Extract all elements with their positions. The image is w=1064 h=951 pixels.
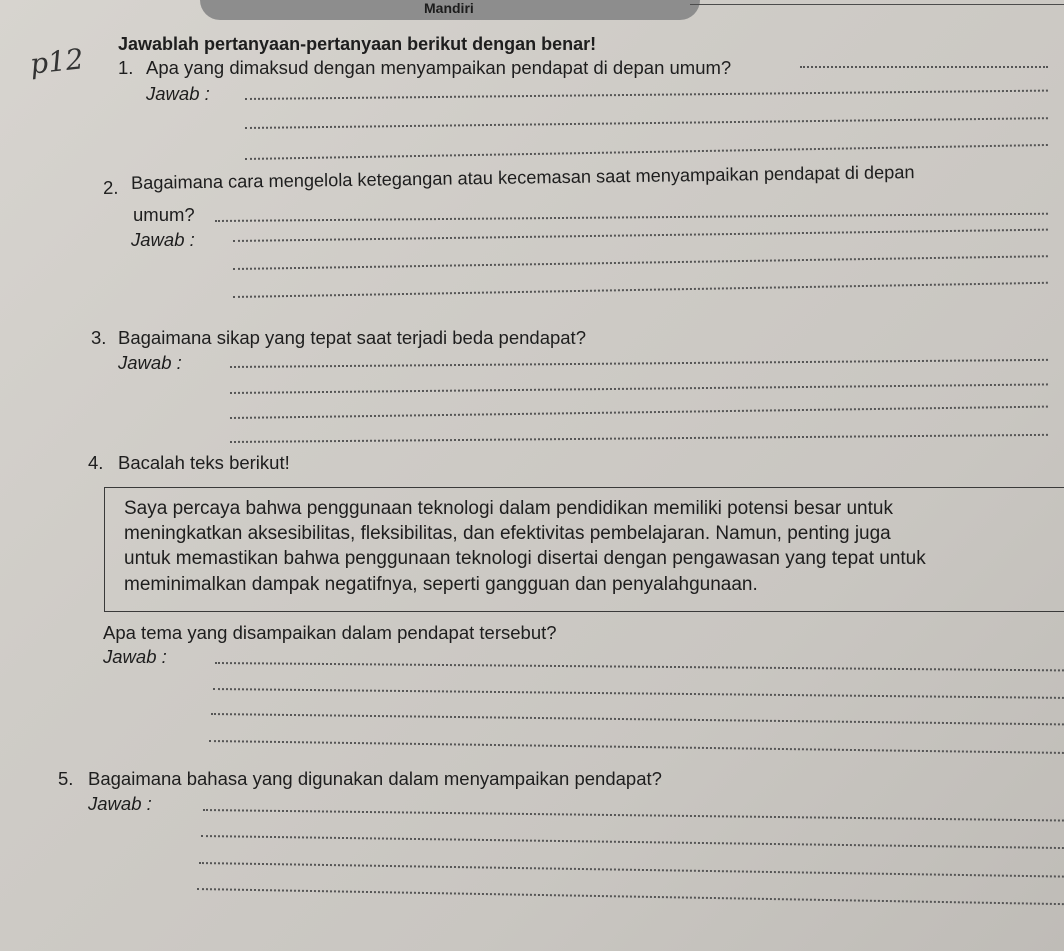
- passage-line: Saya percaya bahwa penggunaan teknologi dalam pendidikan memiliki potensi besar untuk: [124, 498, 893, 519]
- question-4-number: 4.: [88, 452, 104, 473]
- answer-line[interactable]: [203, 809, 1064, 822]
- answer-line[interactable]: [215, 662, 1064, 671]
- answer-line[interactable]: [230, 383, 1048, 394]
- question-4-sub-question: Apa tema yang disampaikan dalam pendapat tersebut?: [103, 622, 557, 643]
- header-rule: [690, 4, 1064, 5]
- answer-line[interactable]: [197, 888, 1064, 905]
- answer-line[interactable]: [230, 359, 1048, 368]
- question-3-answer-label: Jawab :: [118, 352, 182, 373]
- passage-line: meningkatkan aksesibilitas, fleksibilitas, dan efektivitas pembelajaran. Namun, penting juga: [124, 523, 891, 544]
- question-2-text-line1: Bagaimana cara mengelola ketegangan atau kecemasan saat menyampaikan pendapat di depan: [130, 162, 915, 193]
- handwritten-page-note: p12: [28, 42, 86, 81]
- instruction-heading: Jawablah pertanyaan-pertanyaan berikut dengan benar!: [118, 34, 597, 54]
- answer-line[interactable]: [209, 740, 1064, 754]
- question-5-text: Bagaimana bahasa yang digunakan dalam menyampaikan pendapat?: [88, 768, 662, 789]
- question-1-answer-label: Jawab :: [146, 83, 210, 104]
- answer-line[interactable]: [211, 713, 1064, 725]
- passage-line: meminimalkan dampak negatifnya, seperti gangguan dan penyalahgunaan.: [124, 574, 758, 595]
- answer-line[interactable]: [245, 144, 1048, 160]
- question-1-text: Apa yang dimaksud dengan menyampaikan pendapat di depan umum?: [146, 57, 732, 78]
- answer-line[interactable]: [233, 255, 1048, 270]
- section-title: Mandiri: [424, 0, 474, 16]
- question-2-text-line2: umum?: [133, 204, 195, 225]
- question-5-number: 5.: [58, 768, 74, 789]
- answer-line[interactable]: [213, 688, 1064, 699]
- answer-line[interactable]: [233, 282, 1048, 298]
- question-4-text: Bacalah teks berikut!: [118, 452, 290, 473]
- question-3-number: 3.: [91, 327, 107, 348]
- passage-line: untuk memastikan bahwa penggunaan teknologi disertai dengan pengawasan yang tepat untuk: [124, 548, 926, 569]
- question-5-answer-label: Jawab :: [88, 793, 152, 814]
- question-1-number: 1.: [118, 57, 134, 78]
- answer-line[interactable]: [230, 434, 1048, 443]
- question-2-number: 2.: [102, 176, 119, 198]
- answer-line[interactable]: [245, 117, 1048, 129]
- answer-line: [800, 66, 1048, 68]
- answer-line[interactable]: [201, 835, 1064, 849]
- answer-line[interactable]: [215, 213, 1048, 222]
- question-3-text: Bagaimana sikap yang tepat saat terjadi beda pendapat?: [118, 327, 586, 348]
- answer-line[interactable]: [233, 229, 1048, 242]
- answer-line[interactable]: [230, 406, 1048, 419]
- question-4-answer-label: Jawab :: [103, 646, 167, 667]
- answer-line[interactable]: [245, 90, 1048, 100]
- question-2-answer-label: Jawab :: [131, 229, 195, 250]
- answer-line[interactable]: [199, 862, 1064, 878]
